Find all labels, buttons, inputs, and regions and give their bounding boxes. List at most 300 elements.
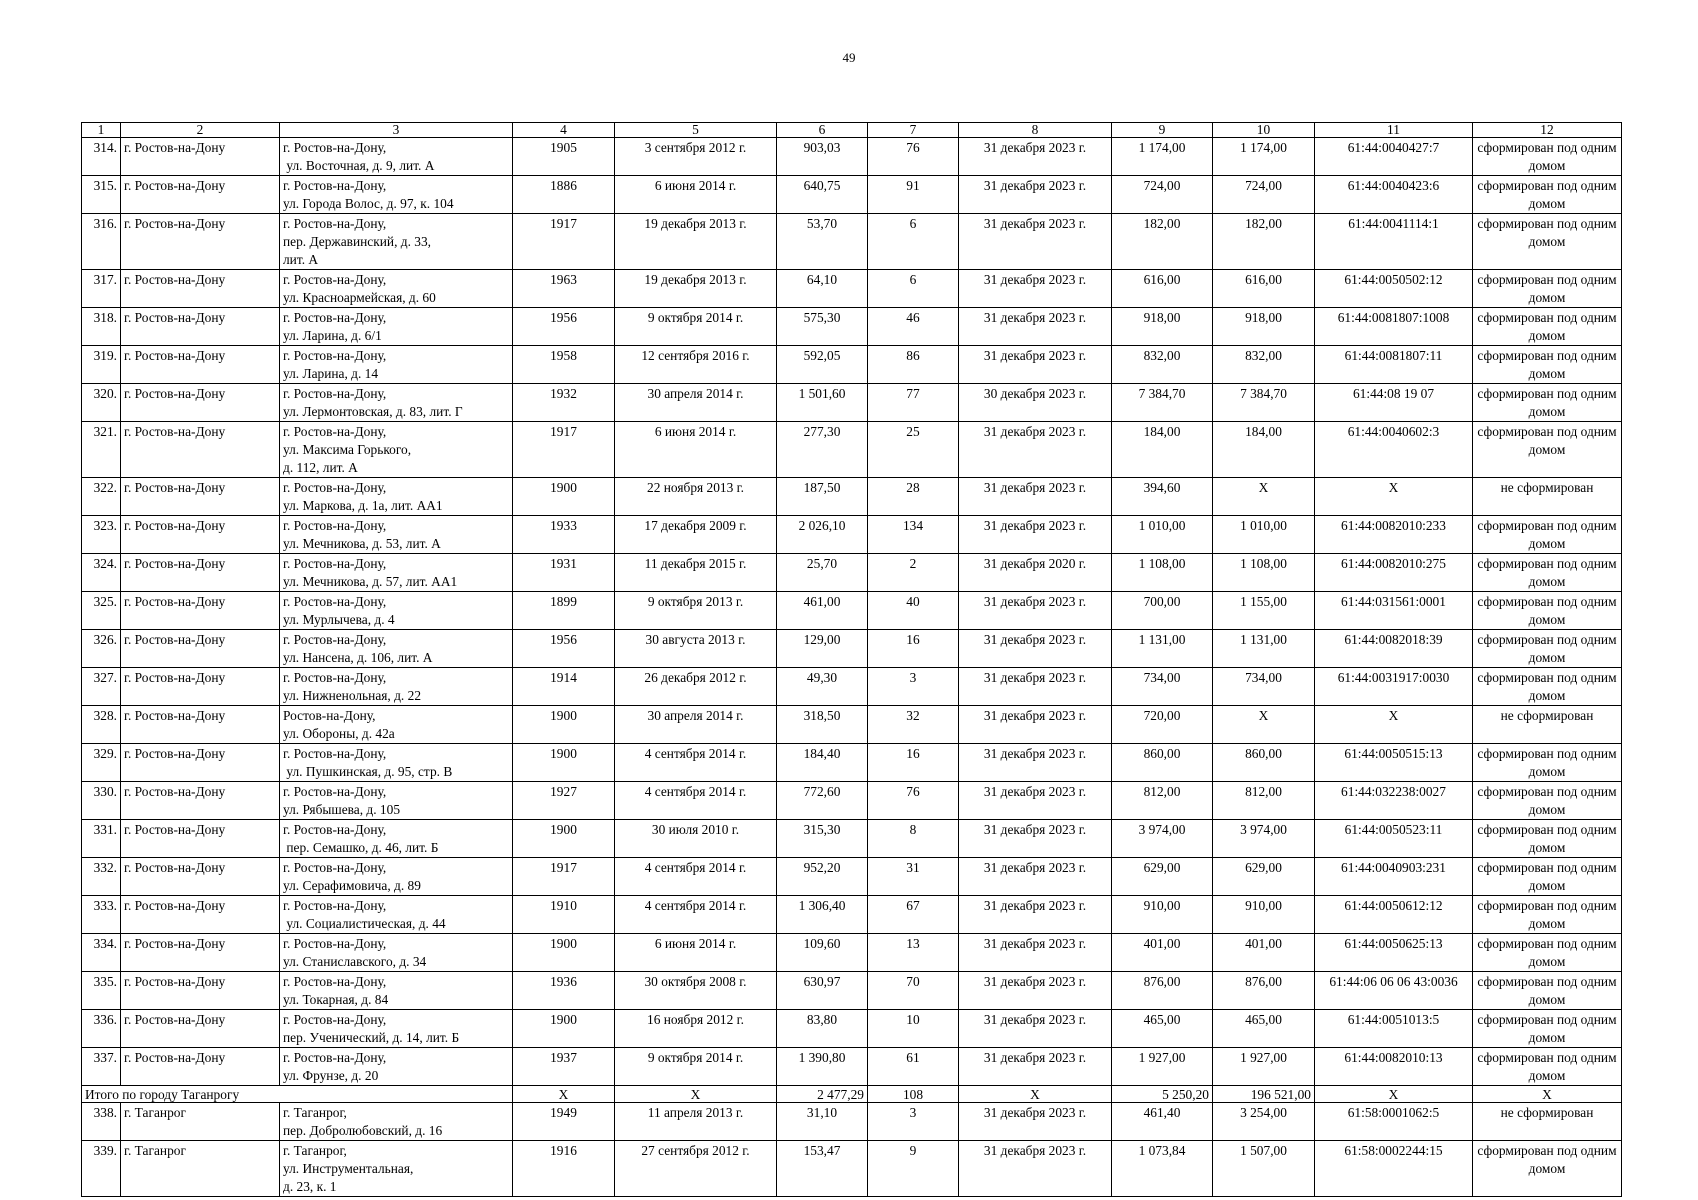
address-line: ул. Мечникова, д. 57, лит. АА1 [283, 574, 458, 589]
total-label: Итого по городу Таганрогу [82, 1086, 513, 1103]
cadastral-cell: 61:44:0082010:233 [1315, 516, 1473, 554]
column-number: 5 [615, 123, 777, 138]
address-cell [280, 554, 513, 592]
col-9-cell: 616,00 [1112, 270, 1213, 308]
date-cell: 9 октября 2013 г. [615, 592, 777, 630]
address-cell [280, 858, 513, 896]
address-line: г. Ростов-на-Дону, [283, 386, 387, 401]
people-cell: 77 [868, 384, 959, 422]
table-row [82, 706, 1622, 744]
people-cell: 10 [868, 1010, 959, 1048]
row-number: 331. [82, 820, 121, 858]
row-number: 321. [82, 422, 121, 478]
city-cell: г. Ростов-на-Дону [121, 820, 280, 858]
deadline-cell: 31 декабря 2023 г. [959, 346, 1112, 384]
column-number: 9 [1112, 123, 1213, 138]
status-cell: сформирован под одним домом [1473, 896, 1622, 934]
area-cell: 49,30 [777, 668, 868, 706]
deadline-cell: 31 декабря 2023 г. [959, 972, 1112, 1010]
col-10-cell: Х [1213, 706, 1315, 744]
address-cell [280, 896, 513, 934]
city-cell: г. Ростов-на-Дону [121, 972, 280, 1010]
people-cell: 6 [868, 214, 959, 270]
col-10-cell: 1 507,00 [1213, 1141, 1315, 1197]
year-cell: 1927 [513, 782, 615, 820]
address-cell [280, 1103, 513, 1141]
address-line: д. 112, лит. А [283, 460, 358, 475]
row-number: 338. [82, 1103, 121, 1141]
area-cell: 153,47 [777, 1141, 868, 1197]
address-line: ул. Ларина, д. 14 [283, 366, 379, 381]
city-cell: г. Ростов-на-Дону [121, 270, 280, 308]
address-line: г. Ростов-на-Дону, [283, 1012, 387, 1027]
deadline-cell: 31 декабря 2023 г. [959, 782, 1112, 820]
address-cell [280, 138, 513, 176]
address-line: г. Ростов-на-Дону, [283, 178, 387, 193]
col-9-cell: 1 073,84 [1112, 1141, 1213, 1197]
table-row [82, 858, 1622, 896]
deadline-cell: 31 декабря 2023 г. [959, 896, 1112, 934]
deadline-cell: 31 декабря 2023 г. [959, 1010, 1112, 1048]
address-line: д. 23, к. 1 [283, 1179, 337, 1194]
address-cell [280, 308, 513, 346]
people-cell: 76 [868, 782, 959, 820]
date-cell: 19 декабря 2013 г. [615, 270, 777, 308]
city-cell: г. Ростов-на-Дону [121, 346, 280, 384]
area-cell: 277,30 [777, 422, 868, 478]
date-cell: 30 августа 2013 г. [615, 630, 777, 668]
col-9-cell: 3 974,00 [1112, 820, 1213, 858]
year-cell: 1900 [513, 934, 615, 972]
status-cell: сформирован под одним домом [1473, 176, 1622, 214]
year-cell: 1917 [513, 214, 615, 270]
area-cell: 952,20 [777, 858, 868, 896]
total-status: Х [1473, 1086, 1622, 1103]
people-cell: 61 [868, 1048, 959, 1086]
deadline-cell: 31 декабря 2023 г. [959, 308, 1112, 346]
row-number: 314. [82, 138, 121, 176]
cadastral-cell: 61:44:0082010:275 [1315, 554, 1473, 592]
date-cell: 30 апреля 2014 г. [615, 384, 777, 422]
col-10-cell: 1 155,00 [1213, 592, 1315, 630]
address-line: г. Ростов-на-Дону, [283, 822, 387, 837]
deadline-cell: 31 декабря 2023 г. [959, 934, 1112, 972]
col-10-cell: 1 108,00 [1213, 554, 1315, 592]
deadline-cell: 31 декабря 2023 г. [959, 138, 1112, 176]
col-10-cell: 918,00 [1213, 308, 1315, 346]
total-deadline: Х [959, 1086, 1112, 1103]
people-cell: 13 [868, 934, 959, 972]
address-cell [280, 782, 513, 820]
table-row [82, 744, 1622, 782]
year-cell: 1958 [513, 346, 615, 384]
area-cell: 2 026,10 [777, 516, 868, 554]
col-10-cell: 184,00 [1213, 422, 1315, 478]
city-cell: г. Ростов-на-Дону [121, 934, 280, 972]
date-cell: 30 октября 2008 г. [615, 972, 777, 1010]
deadline-cell: 31 декабря 2023 г. [959, 858, 1112, 896]
col-10-cell: 465,00 [1213, 1010, 1315, 1048]
col-9-cell: 461,40 [1112, 1103, 1213, 1141]
date-cell: 4 сентября 2014 г. [615, 858, 777, 896]
status-cell: сформирован под одним домом [1473, 384, 1622, 422]
area-cell: 318,50 [777, 706, 868, 744]
people-cell: 16 [868, 744, 959, 782]
cadastral-cell: 61:44:0050502:12 [1315, 270, 1473, 308]
status-cell: сформирован под одним домом [1473, 308, 1622, 346]
year-cell: 1917 [513, 422, 615, 478]
address-line: г. Ростов-на-Дону, [283, 898, 387, 913]
col-9-cell: 1 010,00 [1112, 516, 1213, 554]
row-number: 332. [82, 858, 121, 896]
column-number: 4 [513, 123, 615, 138]
address-line: ул. Пушкинская, д. 95, стр. В [283, 764, 453, 779]
column-number: 11 [1315, 123, 1473, 138]
address-line: г. Ростов-на-Дону, [283, 746, 387, 761]
year-cell: 1910 [513, 896, 615, 934]
area-cell: 25,70 [777, 554, 868, 592]
row-number: 324. [82, 554, 121, 592]
address-cell [280, 176, 513, 214]
row-number: 326. [82, 630, 121, 668]
year-cell: 1886 [513, 176, 615, 214]
col-10-cell: 1 131,00 [1213, 630, 1315, 668]
col-9-cell: 401,00 [1112, 934, 1213, 972]
housing-register-table [81, 122, 1622, 1197]
city-cell: г. Ростов-на-Дону [121, 138, 280, 176]
status-cell: сформирован под одним домом [1473, 554, 1622, 592]
address-line: лит. А [283, 252, 319, 267]
address-cell [280, 630, 513, 668]
col-9-cell: 7 384,70 [1112, 384, 1213, 422]
col-9-cell: 1 927,00 [1112, 1048, 1213, 1086]
year-cell: 1932 [513, 384, 615, 422]
address-cell [280, 346, 513, 384]
city-cell: г. Ростов-на-Дону [121, 516, 280, 554]
cadastral-cell: 61:44:032238:0027 [1315, 782, 1473, 820]
address-line: г. Таганрог, [283, 1143, 347, 1158]
col-10-cell: 1 010,00 [1213, 516, 1315, 554]
total-area: 2 477,29 [777, 1086, 868, 1103]
address-line: ул. Ларина, д. 6/1 [283, 328, 382, 343]
year-cell: 1914 [513, 668, 615, 706]
row-number: 339. [82, 1141, 121, 1197]
address-line: г. Ростов-на-Дону, [283, 272, 387, 287]
col-10-cell: 860,00 [1213, 744, 1315, 782]
address-line: г. Ростов-на-Дону, [283, 480, 387, 495]
year-cell: 1900 [513, 1010, 615, 1048]
cadastral-cell: 61:44:0051013:5 [1315, 1010, 1473, 1048]
area-cell: 53,70 [777, 214, 868, 270]
row-number: 327. [82, 668, 121, 706]
date-cell: 12 сентября 2016 г. [615, 346, 777, 384]
city-cell: г. Ростов-на-Дону [121, 782, 280, 820]
cadastral-cell: 61:44:031561:0001 [1315, 592, 1473, 630]
city-cell: г. Ростов-на-Дону [121, 554, 280, 592]
col-9-cell: 394,60 [1112, 478, 1213, 516]
city-cell: г. Ростов-на-Дону [121, 478, 280, 516]
status-cell: не сформирован [1473, 1103, 1622, 1141]
year-cell: 1936 [513, 972, 615, 1010]
column-number: 10 [1213, 123, 1315, 138]
address-line: ул. Токарная, д. 84 [283, 992, 389, 1007]
city-cell: г. Ростов-на-Дону [121, 744, 280, 782]
area-cell: 129,00 [777, 630, 868, 668]
city-cell: г. Ростов-на-Дону [121, 384, 280, 422]
city-cell: г. Таганрог [121, 1103, 280, 1141]
date-cell: 3 сентября 2012 г. [615, 138, 777, 176]
year-cell: 1900 [513, 478, 615, 516]
area-cell: 575,30 [777, 308, 868, 346]
year-cell: 1937 [513, 1048, 615, 1086]
address-line: г. Ростов-на-Дону, [283, 936, 387, 951]
cadastral-cell: 61:44:0050612:12 [1315, 896, 1473, 934]
col-9-cell: 860,00 [1112, 744, 1213, 782]
table-row [82, 384, 1622, 422]
address-line: пер. Добролюбовский, д. 16 [283, 1123, 443, 1138]
row-number: 334. [82, 934, 121, 972]
address-cell [280, 384, 513, 422]
table-row [82, 630, 1622, 668]
address-line: ул. Восточная, д. 9, лит. А [283, 158, 435, 173]
city-cell: г. Ростов-на-Дону [121, 896, 280, 934]
area-cell: 592,05 [777, 346, 868, 384]
city-cell: г. Ростов-на-Дону [121, 630, 280, 668]
address-line: пер. Ученический, д. 14, лит. Б [283, 1030, 460, 1045]
address-cell [280, 706, 513, 744]
col-9-cell: 629,00 [1112, 858, 1213, 896]
deadline-cell: 31 декабря 2023 г. [959, 820, 1112, 858]
address-line: г. Ростов-на-Дону, [283, 594, 387, 609]
row-number: 335. [82, 972, 121, 1010]
deadline-cell: 31 декабря 2023 г. [959, 516, 1112, 554]
col-10-cell: 182,00 [1213, 214, 1315, 270]
address-cell [280, 934, 513, 972]
table-row [82, 1141, 1622, 1197]
city-cell: г. Ростов-на-Дону [121, 176, 280, 214]
address-cell [280, 270, 513, 308]
cadastral-cell: 61:44:0082018:39 [1315, 630, 1473, 668]
cadastral-cell: 61:44:06 06 06 43:0036 [1315, 972, 1473, 1010]
status-cell: сформирован под одним домом [1473, 630, 1622, 668]
col-10-cell: 7 384,70 [1213, 384, 1315, 422]
year-cell: 1900 [513, 744, 615, 782]
row-number: 315. [82, 176, 121, 214]
address-line: г. Ростов-на-Дону, [283, 974, 387, 989]
table-row [82, 516, 1622, 554]
status-cell: сформирован под одним домом [1473, 1141, 1622, 1197]
year-cell: 1900 [513, 706, 615, 744]
city-cell: г. Ростов-на-Дону [121, 706, 280, 744]
address-line: г. Ростов-на-Дону, [283, 216, 387, 231]
address-line: ул. Фрунзе, д. 20 [283, 1068, 379, 1083]
address-line: ул. Максима Горького, [283, 442, 412, 457]
address-line: пер. Державинский, д. 33, [283, 234, 432, 249]
area-cell: 187,50 [777, 478, 868, 516]
cadastral-cell: 61:44:0031917:0030 [1315, 668, 1473, 706]
address-cell [280, 1048, 513, 1086]
address-line: ул. Города Волос, д. 97, к. 104 [283, 196, 454, 211]
address-line: ул. Красноармейская, д. 60 [283, 290, 436, 305]
people-cell: 2 [868, 554, 959, 592]
people-cell: 91 [868, 176, 959, 214]
deadline-cell: 31 декабря 2023 г. [959, 1141, 1112, 1197]
address-cell [280, 668, 513, 706]
col-9-cell: 734,00 [1112, 668, 1213, 706]
col-9-cell: 910,00 [1112, 896, 1213, 934]
date-cell: 30 апреля 2014 г. [615, 706, 777, 744]
deadline-cell: 31 декабря 2023 г. [959, 478, 1112, 516]
row-number: 317. [82, 270, 121, 308]
column-number: 8 [959, 123, 1112, 138]
address-cell [280, 214, 513, 270]
people-cell: 40 [868, 592, 959, 630]
col-10-cell: 1 174,00 [1213, 138, 1315, 176]
date-cell: 11 апреля 2013 г. [615, 1103, 777, 1141]
cadastral-cell: 61:44:0081807:11 [1315, 346, 1473, 384]
table-row [82, 1048, 1622, 1086]
total-row [82, 1086, 1622, 1103]
year-cell: 1956 [513, 308, 615, 346]
address-line: г. Ростов-на-Дону, [283, 518, 387, 533]
cadastral-cell: 61:44:08 19 07 [1315, 384, 1473, 422]
area-cell: 31,10 [777, 1103, 868, 1141]
cadastral-cell: Х [1315, 706, 1473, 744]
date-cell: 22 ноября 2013 г. [615, 478, 777, 516]
city-cell: г. Ростов-на-Дону [121, 858, 280, 896]
people-cell: 3 [868, 1103, 959, 1141]
col-9-cell: 182,00 [1112, 214, 1213, 270]
col-10-cell: 832,00 [1213, 346, 1315, 384]
status-cell: не сформирован [1473, 478, 1622, 516]
city-cell: г. Ростов-на-Дону [121, 1048, 280, 1086]
address-line: г. Ростов-на-Дону, [283, 1050, 387, 1065]
status-cell: сформирован под одним домом [1473, 214, 1622, 270]
address-line: г. Ростов-на-Дону, [283, 556, 387, 571]
address-line: г. Ростов-на-Дону, [283, 424, 387, 439]
status-cell: не сформирован [1473, 706, 1622, 744]
address-line: пер. Семашко, д. 46, лит. Б [283, 840, 439, 855]
date-cell: 9 октября 2014 г. [615, 1048, 777, 1086]
col-9-cell: 720,00 [1112, 706, 1213, 744]
col-9-cell: 832,00 [1112, 346, 1213, 384]
address-line: г. Ростов-на-Дону, [283, 632, 387, 647]
cadastral-cell: 61:44:0040423:6 [1315, 176, 1473, 214]
deadline-cell: 31 декабря 2023 г. [959, 668, 1112, 706]
address-line: ул. Мечникова, д. 53, лит. А [283, 536, 441, 551]
table-row [82, 346, 1622, 384]
col-9-cell: 1 108,00 [1112, 554, 1213, 592]
address-line: ул. Мурлычева, д. 4 [283, 612, 395, 627]
row-number: 320. [82, 384, 121, 422]
people-cell: 32 [868, 706, 959, 744]
date-cell: 4 сентября 2014 г. [615, 896, 777, 934]
status-cell: сформирован под одним домом [1473, 138, 1622, 176]
people-cell: 8 [868, 820, 959, 858]
status-cell: сформирован под одним домом [1473, 422, 1622, 478]
deadline-cell: 31 декабря 2023 г. [959, 630, 1112, 668]
date-cell: 30 июля 2010 г. [615, 820, 777, 858]
table-row [82, 1010, 1622, 1048]
deadline-cell: 31 декабря 2023 г. [959, 422, 1112, 478]
status-cell: сформирован под одним домом [1473, 346, 1622, 384]
year-cell: 1933 [513, 516, 615, 554]
area-cell: 1 306,40 [777, 896, 868, 934]
city-cell: г. Ростов-на-Дону [121, 668, 280, 706]
table-row [82, 820, 1622, 858]
col-9-cell: 1 131,00 [1112, 630, 1213, 668]
status-cell: сформирован под одним домом [1473, 668, 1622, 706]
col-10-cell: 1 927,00 [1213, 1048, 1315, 1086]
col-10-cell: 629,00 [1213, 858, 1315, 896]
row-number: 318. [82, 308, 121, 346]
col-10-cell: 3 254,00 [1213, 1103, 1315, 1141]
col-10-cell: 812,00 [1213, 782, 1315, 820]
city-cell: г. Ростов-на-Дону [121, 1010, 280, 1048]
col-9-cell: 724,00 [1112, 176, 1213, 214]
deadline-cell: 30 декабря 2023 г. [959, 384, 1112, 422]
address-cell [280, 820, 513, 858]
status-cell: сформирован под одним домом [1473, 744, 1622, 782]
row-number: 316. [82, 214, 121, 270]
address-line: г. Ростов-на-Дону, [283, 860, 387, 875]
table-row [82, 934, 1622, 972]
area-cell: 772,60 [777, 782, 868, 820]
column-number-row [82, 123, 1622, 138]
area-cell: 640,75 [777, 176, 868, 214]
col-10-cell: 401,00 [1213, 934, 1315, 972]
city-cell: г. Ростов-на-Дону [121, 592, 280, 630]
row-number: 319. [82, 346, 121, 384]
date-cell: 6 июня 2014 г. [615, 422, 777, 478]
table-row [82, 176, 1622, 214]
row-number: 333. [82, 896, 121, 934]
address-line: ул. Нижненольная, д. 22 [283, 688, 422, 703]
table-row [82, 478, 1622, 516]
people-cell: 70 [868, 972, 959, 1010]
year-cell: 1963 [513, 270, 615, 308]
column-number: 3 [280, 123, 513, 138]
status-cell: сформирован под одним домом [1473, 820, 1622, 858]
column-number: 7 [868, 123, 959, 138]
deadline-cell: 31 декабря 2023 г. [959, 706, 1112, 744]
area-cell: 903,03 [777, 138, 868, 176]
status-cell: сформирован под одним домом [1473, 1010, 1622, 1048]
status-cell: сформирован под одним домом [1473, 972, 1622, 1010]
date-cell: 16 ноября 2012 г. [615, 1010, 777, 1048]
people-cell: 134 [868, 516, 959, 554]
area-cell: 1 501,60 [777, 384, 868, 422]
date-cell: 26 декабря 2012 г. [615, 668, 777, 706]
people-cell: 31 [868, 858, 959, 896]
date-cell: 4 сентября 2014 г. [615, 744, 777, 782]
date-cell: 9 октября 2014 г. [615, 308, 777, 346]
area-cell: 109,60 [777, 934, 868, 972]
address-line: г. Ростов-на-Дону, [283, 670, 387, 685]
row-number: 325. [82, 592, 121, 630]
col-10-cell: Х [1213, 478, 1315, 516]
address-cell [280, 422, 513, 478]
col-10-cell: 734,00 [1213, 668, 1315, 706]
address-cell [280, 972, 513, 1010]
city-cell: г. Таганрог [121, 1141, 280, 1197]
status-cell: сформирован под одним домом [1473, 270, 1622, 308]
table-row [82, 138, 1622, 176]
date-cell: 19 декабря 2013 г. [615, 214, 777, 270]
deadline-cell: 31 декабря 2020 г. [959, 554, 1112, 592]
address-cell [280, 1010, 513, 1048]
year-cell: 1956 [513, 630, 615, 668]
